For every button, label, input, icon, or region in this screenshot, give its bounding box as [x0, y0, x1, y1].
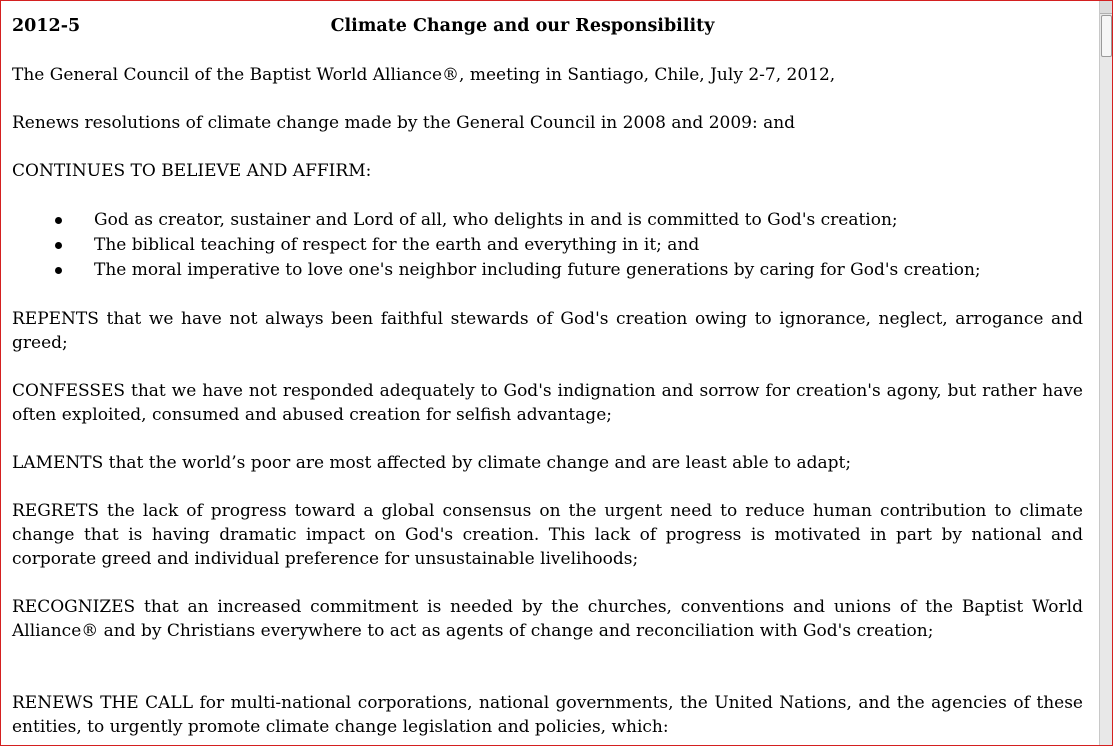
- resolution-title: Climate Change and our Responsibility: [330, 16, 715, 36]
- repents-paragraph: REPENTS that we have not always been faithful stewards of God's creation owing to ignorance, neglect, arrogance and greed;: [12, 309, 1083, 353]
- affirmation-list: [12, 208, 1083, 283]
- confesses-paragraph: CONFESSES that we have not responded adequately to God's indignation and sorrow for creation's agony, but rather have often exploited, consumed and abused creation for selfish advantage;: [12, 381, 1083, 425]
- bullet-icon: [55, 242, 62, 249]
- recognizes-paragraph: RECOGNIZES that an increased commitment is needed by the churches, conventions and unions of the Baptist World Alliance® and by Christians everywhere to act as agents of change and reconciliation with God's creation;: [12, 597, 1083, 641]
- laments-paragraph: LAMENTS that the world’s poor are most affected by climate change and are least able to adapt;: [12, 453, 852, 473]
- intro-paragraph: The General Council of the Baptist World Alliance®, meeting in Santiago, Chile, July 2-7, 2012,: [12, 65, 836, 85]
- list-item-text: The biblical teaching of respect for the earth and everything in it; and: [94, 235, 700, 255]
- list-item-text: God as creator, sustainer and Lord of all, who delights in and is committed to God's creation;: [94, 210, 898, 230]
- bullet-icon: [55, 217, 62, 224]
- resolution-number: 2012-5: [12, 16, 81, 36]
- continues-heading: CONTINUES TO BELIEVE AND AFFIRM:: [12, 161, 372, 181]
- list-item: [12, 233, 1083, 258]
- scroll-thumb[interactable]: [1101, 15, 1112, 57]
- list-item: [12, 258, 1083, 283]
- resolution-header: [12, 14, 1083, 38]
- renews-paragraph: Renews resolutions of climate change made by the General Council in 2008 and 2009: and: [12, 113, 796, 133]
- regrets-paragraph: REGRETS the lack of progress toward a global consensus on the urgent need to reduce human contribution to climate change that is having dramatic impact on God's creation. This lack of progress is motivated in part by national and corporate greed and individual preference for unsustainable livelihoods;: [12, 501, 1083, 569]
- document-body: [12, 0, 1083, 739]
- scroll-up-arrow-icon[interactable]: [1100, 1, 1112, 14]
- list-item-text: The moral imperative to love one's neighbor including future generations by caring for God's creation;: [94, 260, 981, 280]
- list-item: [12, 208, 1083, 233]
- renews-call-paragraph: RENEWS THE CALL for multi-national corporations, national governments, the United Nations, and the agencies of these entities, to urgently promote climate change legislation and policies, which:: [12, 693, 1083, 737]
- bullet-icon: [55, 267, 62, 274]
- vertical-scrollbar[interactable]: [1099, 1, 1112, 745]
